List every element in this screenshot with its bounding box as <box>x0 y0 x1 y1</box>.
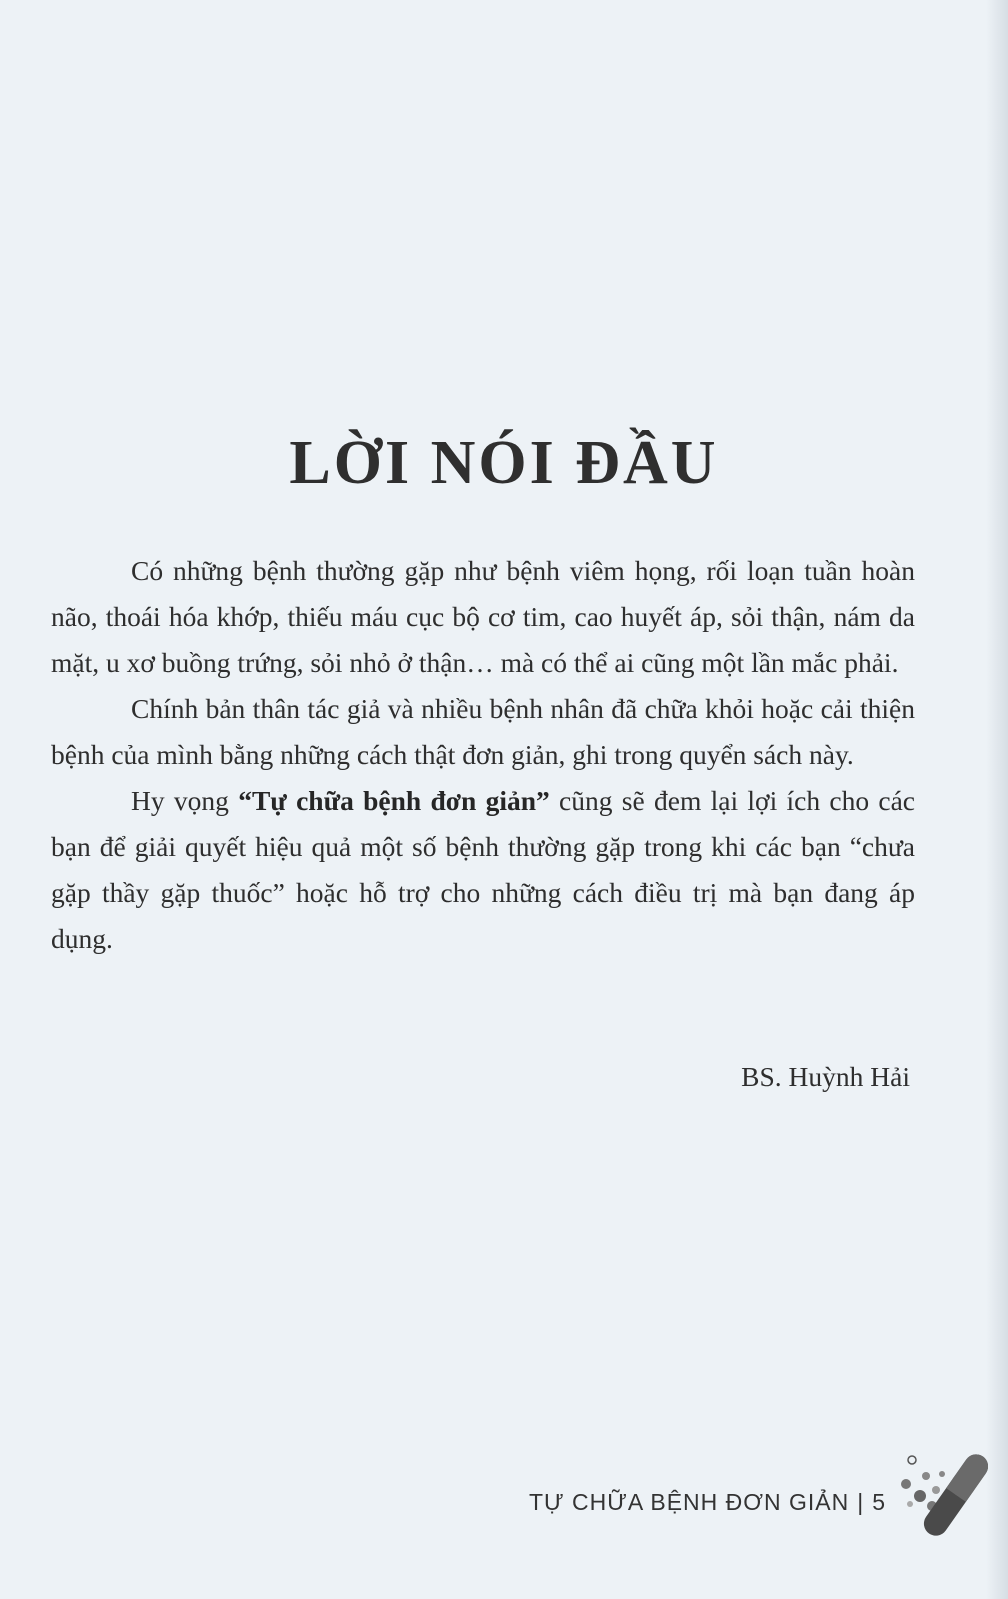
paragraph-3-intro: Hy vọng <box>131 785 239 816</box>
preface-paragraph-1: Có những bệnh thường gặp như bệnh viêm họng, rối loạn tuần hoàn não, thoái hóa khớp, thiếu máu cục bộ cơ tim, cao huyết áp, sỏi thận, nám da mặt, u xơ buồng trứng, sỏi nhỏ ở thận… mà có thể ai cũng một lần mắc phải. <box>51 555 915 678</box>
preface-paragraph-3 <box>51 778 915 962</box>
paragraph-3-rest: cũng sẽ đem lại lợi ích cho các bạn để giải quyết hiệu quả một số bệnh thường gặp trong khi các bạn “chưa gặp thầy gặp thuốc” hoặc hỗ trợ cho những cách điều trị mà bạn đang áp dụng. <box>51 785 915 954</box>
footer-book-title: TỰ CHỮA BỆNH ĐƠN GIẢN <box>528 1489 850 1515</box>
preface-paragraph-2: Chính bản thân tác giả và nhiều bệnh nhân đã chữa khỏi hoặc cải thiện bệnh của mình bằng những cách thật đơn giản, ghi trong quyển sách này. <box>51 693 915 770</box>
author-signature: BS. Huỳnh Hải <box>741 1061 910 1092</box>
page-number: 5 <box>872 1489 886 1515</box>
pill-capsule-icon <box>898 1440 988 1550</box>
running-footer <box>529 1489 886 1516</box>
preface-body <box>51 548 915 962</box>
page-title: LỜI NÓI ĐẦU <box>289 429 719 497</box>
footer-separator: | <box>857 1489 865 1515</box>
page-edge-shadow <box>986 0 1008 1599</box>
book-title-emphasis: “Tự chữa bệnh đơn giản” <box>238 785 550 816</box>
